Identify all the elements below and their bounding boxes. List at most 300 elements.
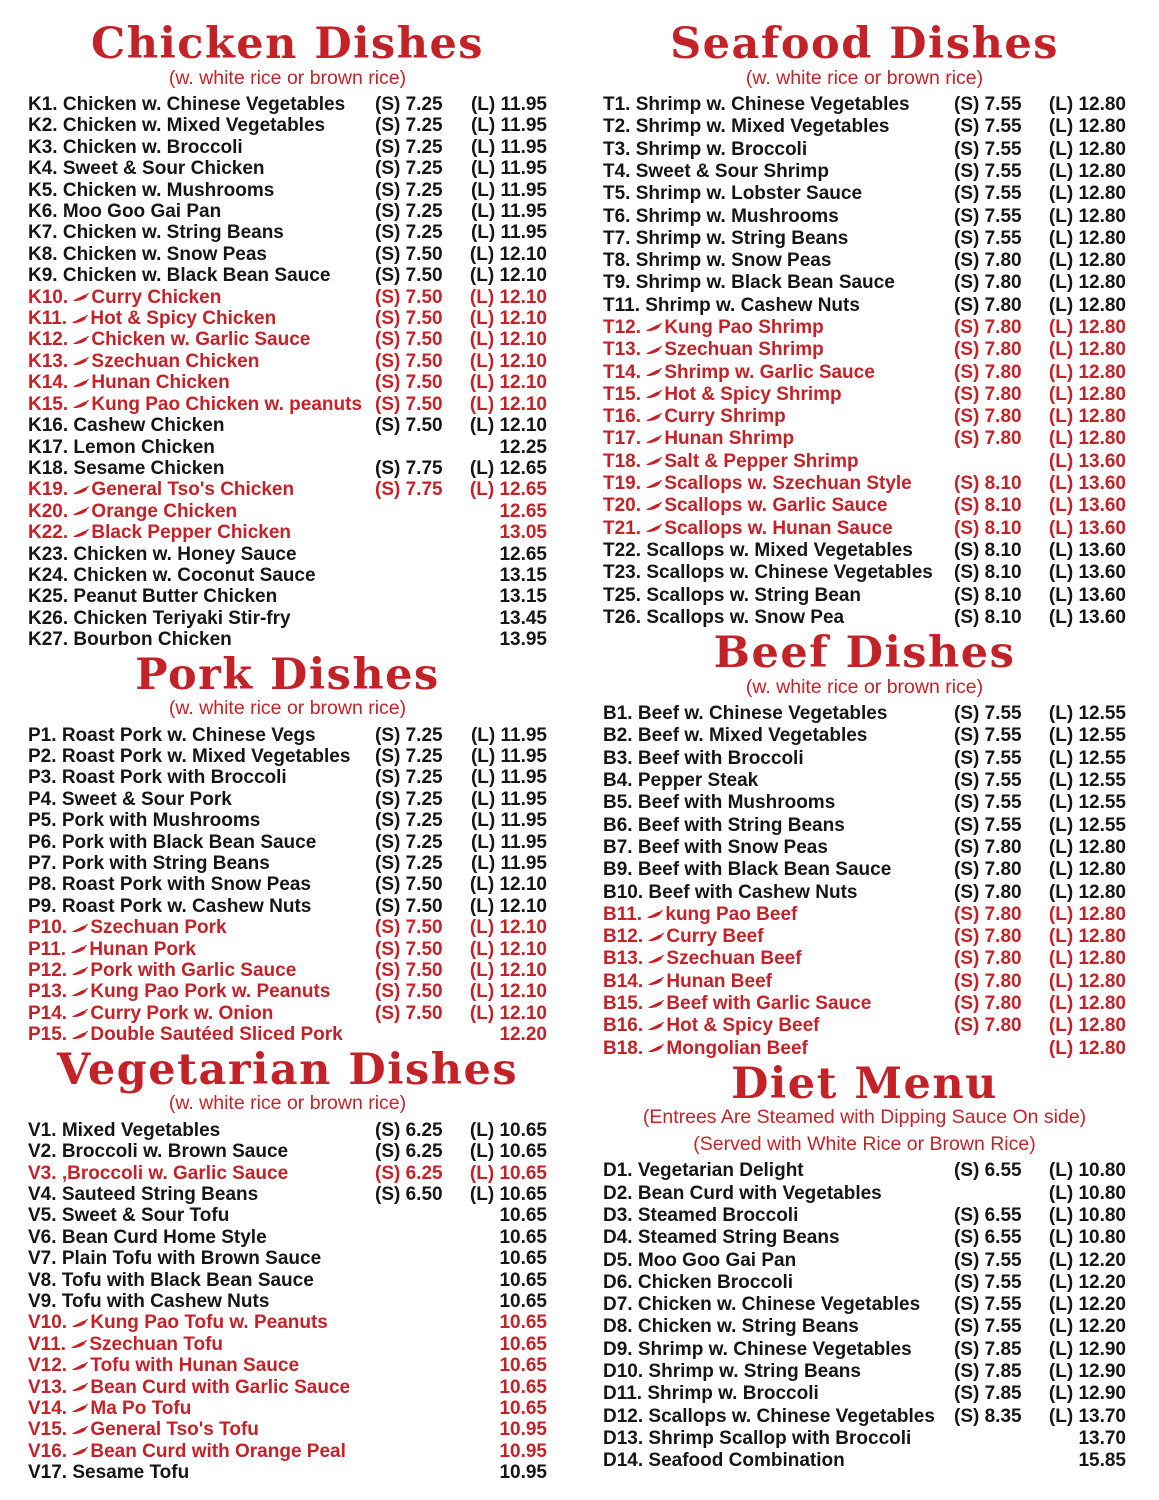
item-price-large: (L) 12.10 bbox=[469, 393, 547, 415]
item-code: P6. bbox=[28, 831, 62, 853]
chili-pepper-icon bbox=[73, 506, 90, 517]
item-code: T1. bbox=[603, 94, 636, 116]
item-price-large: (L) 12.10 bbox=[469, 1002, 547, 1024]
item-code: K16. bbox=[28, 415, 74, 437]
menu-item-t19 bbox=[603, 473, 1126, 495]
item-name: Pork with String Beans bbox=[61, 853, 270, 875]
item-name-cell bbox=[28, 501, 375, 522]
item-price-large: (L) 12.80 bbox=[1048, 903, 1126, 925]
chili-pepper-icon bbox=[71, 944, 88, 955]
menu-item-t16 bbox=[603, 406, 1126, 428]
item-name-cell bbox=[603, 228, 954, 250]
item-price-small: (S) 7.55 bbox=[954, 1316, 1022, 1338]
item-price-small: (S) 6.55 bbox=[954, 1160, 1022, 1182]
item-price-large: 10.65 bbox=[499, 1290, 547, 1312]
chili-pepper-icon bbox=[646, 412, 663, 423]
menu-item-d7 bbox=[603, 1294, 1126, 1316]
item-price-large: (L) 11.95 bbox=[470, 767, 547, 789]
menu-item-p6 bbox=[28, 832, 547, 853]
chili-pepper-icon bbox=[72, 966, 89, 977]
item-code: T19. bbox=[603, 473, 647, 495]
item-name: Black Pepper Chicken bbox=[91, 522, 292, 544]
item-code: B4. bbox=[603, 770, 638, 792]
item-name-cell bbox=[603, 792, 954, 814]
menu-item-v5 bbox=[28, 1205, 547, 1226]
item-code: T25. bbox=[603, 584, 647, 606]
menu-item-k18 bbox=[28, 458, 547, 479]
item-name: Hot & Spicy Chicken bbox=[90, 308, 277, 330]
item-code: B3. bbox=[603, 747, 638, 769]
item-name: Curry Beef bbox=[666, 926, 764, 948]
menu-item-k20 bbox=[28, 501, 547, 522]
item-price-small: (S) 7.50 bbox=[375, 286, 443, 308]
item-price-large: (L) 12.55 bbox=[1048, 725, 1126, 747]
item-code: T13. bbox=[603, 339, 647, 361]
menu-item-k25 bbox=[28, 586, 547, 607]
item-price-large: (L) 12.80 bbox=[1048, 227, 1126, 249]
item-name: Chicken w. Coconut Sauce bbox=[73, 564, 316, 586]
section-subtitle-diet-0: (Entrees Are Steamed with Dipping Sauce On side) bbox=[642, 1106, 1087, 1129]
item-name-cell bbox=[28, 244, 375, 265]
item-price-small: (S) 6.55 bbox=[954, 1227, 1022, 1249]
item-code: V12. bbox=[28, 1355, 73, 1377]
item-code: V17. bbox=[28, 1462, 73, 1484]
chili-pepper-icon bbox=[646, 456, 663, 467]
item-name: Vegetarian Delight bbox=[637, 1160, 804, 1182]
menu-item-v7 bbox=[28, 1248, 547, 1269]
item-code: V15. bbox=[28, 1419, 73, 1441]
menu-item-d13 bbox=[603, 1428, 1126, 1450]
menu-item-t17 bbox=[603, 428, 1126, 450]
menu-item-d5 bbox=[603, 1250, 1126, 1272]
item-code: V11. bbox=[28, 1333, 72, 1355]
menu-item-b4 bbox=[603, 770, 1126, 792]
item-code: V9. bbox=[28, 1290, 62, 1312]
item-price-small: (S) 7.50 bbox=[375, 350, 443, 372]
item-price-large: (L) 12.10 bbox=[469, 372, 547, 394]
item-name-cell bbox=[603, 1250, 954, 1272]
item-price-large: (L) 11.95 bbox=[470, 158, 547, 180]
item-price-large: 12.65 bbox=[499, 500, 547, 522]
item-name: Roast Pork w. Chinese Vegs bbox=[61, 724, 316, 746]
chili-pepper-icon bbox=[73, 356, 90, 367]
item-price-small: (S) 8.10 bbox=[954, 562, 1022, 584]
item-name-cell bbox=[603, 1015, 954, 1037]
item-name: Mongolian Beef bbox=[666, 1037, 808, 1059]
menu-item-k17 bbox=[28, 437, 547, 458]
item-name-cell bbox=[28, 544, 375, 565]
menu-item-p5 bbox=[28, 810, 547, 831]
item-code: K3. bbox=[28, 136, 63, 158]
item-code: T22. bbox=[603, 539, 647, 561]
chili-pepper-icon bbox=[648, 976, 665, 987]
item-code: B13. bbox=[603, 948, 649, 970]
item-price-large: (L) 11.95 bbox=[470, 746, 547, 767]
item-name: Ma Po Tofu bbox=[90, 1397, 192, 1419]
item-name: Shrimp Scallop with Broccoli bbox=[648, 1427, 912, 1449]
item-name: Pork with Mushrooms bbox=[61, 810, 261, 832]
item-name: Roast Pork w. Mixed Vegetables bbox=[61, 746, 351, 767]
item-name-cell bbox=[28, 372, 375, 393]
chili-pepper-icon bbox=[646, 367, 663, 378]
item-price-large: (L) 12.10 bbox=[469, 350, 547, 372]
item-price-large: 13.45 bbox=[499, 607, 547, 629]
item-price-large: (L) 12.55 bbox=[1048, 792, 1126, 814]
menu-item-k2 bbox=[28, 115, 547, 136]
item-price-large: (L) 12.90 bbox=[1048, 1338, 1126, 1360]
item-price-small: (S) 7.25 bbox=[375, 201, 443, 223]
menu-item-p10 bbox=[28, 917, 547, 938]
item-price-small: (S) 7.85 bbox=[954, 1361, 1022, 1383]
item-price-small: (S) 7.55 bbox=[954, 160, 1022, 182]
item-name: Orange Chicken bbox=[91, 500, 238, 522]
item-name: Szechuan Shrimp bbox=[664, 339, 824, 361]
item-name-cell bbox=[603, 473, 954, 495]
item-price-small: (S) 7.75 bbox=[375, 457, 443, 479]
section-items-beef bbox=[603, 703, 1126, 1060]
chili-pepper-icon bbox=[73, 528, 90, 539]
item-name: Double Sautéed Sliced Pork bbox=[90, 1024, 343, 1046]
chili-pepper-icon bbox=[648, 1021, 665, 1032]
item-code: D14. bbox=[603, 1450, 649, 1472]
menu-item-k12 bbox=[28, 329, 547, 350]
item-name: Bourbon Chicken bbox=[73, 629, 232, 651]
menu-item-p4 bbox=[28, 789, 547, 810]
menu-item-t22 bbox=[603, 540, 1126, 562]
item-name-cell bbox=[603, 495, 954, 517]
item-code: T16. bbox=[603, 406, 647, 428]
item-name: Szechuan Beef bbox=[666, 948, 802, 970]
item-name: General Tso's Tofu bbox=[90, 1419, 259, 1441]
chili-pepper-icon bbox=[73, 485, 90, 496]
item-name: Hunan Beef bbox=[666, 970, 772, 992]
item-name-cell bbox=[28, 94, 375, 115]
item-price-large: (L) 12.20 bbox=[1048, 1249, 1126, 1271]
item-name-cell bbox=[28, 853, 375, 874]
item-price-small: (S) 6.25 bbox=[375, 1162, 443, 1184]
item-code: D13. bbox=[603, 1427, 649, 1449]
menu-item-p8 bbox=[28, 874, 547, 895]
item-name-cell bbox=[603, 1038, 954, 1060]
item-code: D2. bbox=[603, 1182, 638, 1204]
section-items-seafood bbox=[603, 94, 1126, 629]
item-code: D3. bbox=[603, 1204, 638, 1226]
item-name: Kung Pao Shrimp bbox=[664, 316, 824, 338]
item-price-large: (L) 11.95 bbox=[470, 222, 547, 244]
item-code: K10. bbox=[28, 286, 74, 308]
item-name: Hot & Spicy Shrimp bbox=[664, 383, 842, 405]
item-name-cell bbox=[28, 1003, 375, 1024]
menu-item-b7 bbox=[603, 837, 1126, 859]
item-price-large: (L) 12.10 bbox=[469, 308, 547, 330]
item-code: K2. bbox=[28, 115, 63, 137]
item-price-large: (L) 12.55 bbox=[1048, 747, 1126, 769]
chili-pepper-icon bbox=[72, 923, 89, 934]
item-name-cell bbox=[28, 479, 375, 500]
menu-item-b15 bbox=[603, 993, 1126, 1015]
item-code: V16. bbox=[28, 1440, 73, 1462]
item-price-large: (L) 12.80 bbox=[1048, 250, 1126, 272]
item-name: Szechuan Chicken bbox=[91, 350, 260, 372]
item-code: D9. bbox=[603, 1338, 638, 1360]
item-name: Beef w. Mixed Vegetables bbox=[637, 725, 868, 747]
section-subtitle-pork-0: (w. white rice or brown rice) bbox=[168, 697, 407, 720]
item-code: V3. bbox=[28, 1162, 62, 1184]
item-price-large: 10.65 bbox=[499, 1355, 547, 1377]
item-price-large: (L) 12.80 bbox=[1048, 970, 1126, 992]
item-name: Shrimp w. Broccoli bbox=[647, 1383, 819, 1405]
section-title-pork: Pork Dishes bbox=[135, 649, 440, 700]
item-price-large: (L) 11.95 bbox=[470, 136, 547, 158]
item-code: D8. bbox=[603, 1316, 638, 1338]
item-name-cell bbox=[603, 116, 954, 138]
item-code: K9. bbox=[28, 265, 63, 287]
item-name-cell bbox=[28, 265, 375, 286]
item-name-cell bbox=[28, 725, 375, 746]
item-price-small: (S) 8.10 bbox=[954, 517, 1022, 539]
item-price-large: (L) 12.20 bbox=[1048, 1316, 1126, 1338]
item-price-small: (S) 7.80 bbox=[954, 881, 1022, 903]
item-name-cell bbox=[603, 1272, 954, 1294]
item-code: V7. bbox=[28, 1248, 62, 1270]
item-name-cell bbox=[28, 1441, 375, 1462]
item-price-large: (L) 11.95 bbox=[470, 810, 547, 832]
item-name-cell bbox=[28, 629, 375, 650]
item-name: Scallops w. Garlic Sauce bbox=[664, 495, 888, 517]
menu-item-k24 bbox=[28, 565, 547, 586]
item-name: Chicken Broccoli bbox=[637, 1271, 794, 1293]
item-price-small: (S) 7.80 bbox=[954, 903, 1022, 925]
item-code: T14. bbox=[603, 361, 647, 383]
chili-pepper-icon bbox=[73, 292, 90, 303]
item-price-small: (S) 7.80 bbox=[954, 383, 1022, 405]
item-price-large: (L) 11.95 bbox=[470, 724, 547, 746]
item-price-small: (S) 7.55 bbox=[954, 205, 1022, 227]
menu-item-t21 bbox=[603, 518, 1126, 540]
item-name-cell bbox=[603, 562, 954, 584]
item-code: V6. bbox=[28, 1226, 62, 1248]
item-price-large: (L) 12.80 bbox=[1048, 339, 1126, 361]
item-price-large: (L) 12.10 bbox=[469, 938, 547, 960]
item-price-large: (L) 11.95 bbox=[470, 179, 547, 201]
menu-item-p2 bbox=[28, 746, 547, 767]
item-name: Peanut Butter Chicken bbox=[73, 586, 278, 608]
item-code: B10. bbox=[603, 881, 649, 903]
item-name: Shrimp w. Chinese Vegetables bbox=[637, 1338, 912, 1360]
item-name-cell bbox=[603, 815, 954, 837]
item-price-large: 10.95 bbox=[499, 1462, 547, 1484]
item-name: Lemon Chicken bbox=[73, 436, 215, 458]
item-price-large: (L) 12.80 bbox=[1048, 948, 1126, 970]
item-name: Bean Curd with Orange Peal bbox=[90, 1440, 346, 1462]
item-price-large: 13.15 bbox=[499, 586, 547, 608]
menu-item-v1 bbox=[28, 1120, 547, 1141]
item-price-large: (L) 12.10 bbox=[469, 286, 547, 308]
item-price-small: (S) 7.50 bbox=[375, 243, 443, 265]
item-name-cell bbox=[28, 137, 375, 158]
item-name: Chicken w. Garlic Sauce bbox=[91, 329, 311, 351]
item-code: V4. bbox=[28, 1183, 62, 1205]
menu-item-d2 bbox=[603, 1183, 1126, 1205]
item-price-large: (L) 11.95 bbox=[470, 94, 547, 116]
item-price-large: (L) 13.60 bbox=[1048, 473, 1126, 495]
item-price-large: (L) 11.95 bbox=[470, 831, 547, 853]
item-code: K22. bbox=[28, 522, 74, 544]
item-name: Chicken Teriyaki Stir-fry bbox=[73, 607, 291, 629]
item-price-small: (S) 6.50 bbox=[375, 1183, 443, 1205]
item-name-cell bbox=[603, 1450, 954, 1472]
chili-pepper-icon bbox=[72, 1446, 89, 1457]
item-name: Chicken w. String Beans bbox=[637, 1316, 859, 1338]
item-name-cell bbox=[603, 1160, 954, 1182]
item-price-large: (L) 12.20 bbox=[1048, 1294, 1126, 1316]
item-code: K5. bbox=[28, 179, 63, 201]
item-code: B16. bbox=[603, 1015, 649, 1037]
item-price-large: (L) 11.95 bbox=[470, 853, 547, 875]
item-price-large: (L) 12.80 bbox=[1048, 94, 1126, 116]
item-price-large: (L) 12.80 bbox=[1048, 205, 1126, 227]
item-code: V1. bbox=[28, 1119, 62, 1141]
item-name-cell bbox=[28, 608, 375, 629]
item-name: Bean Curd with Vegetables bbox=[637, 1182, 882, 1204]
item-name: Pork with Black Bean Sauce bbox=[61, 831, 317, 853]
item-code: T5. bbox=[603, 183, 636, 205]
item-price-large: (L) 12.55 bbox=[1048, 703, 1126, 725]
item-price-small: (S) 7.80 bbox=[954, 993, 1022, 1015]
item-code: V10. bbox=[28, 1312, 73, 1334]
item-code: K13. bbox=[28, 350, 74, 372]
item-price-large: (L) 12.55 bbox=[1048, 814, 1126, 836]
item-price-large: 10.65 bbox=[499, 1226, 547, 1248]
item-price-small: (S) 7.50 bbox=[375, 393, 443, 415]
item-code: K8. bbox=[28, 243, 63, 265]
item-name: Kung Pao Chicken w. peanuts bbox=[91, 393, 363, 415]
item-name-cell bbox=[28, 565, 375, 586]
item-code: T2. bbox=[603, 116, 636, 138]
item-price-large: (L) 12.65 bbox=[469, 457, 547, 479]
section-subtitle-beef-0: (w. white rice or brown rice) bbox=[745, 675, 984, 698]
item-price-large: (L) 12.10 bbox=[469, 874, 547, 896]
item-price-large: (L) 12.80 bbox=[1048, 116, 1126, 138]
menu-item-d4 bbox=[603, 1227, 1126, 1249]
item-price-small: (S) 7.80 bbox=[954, 1015, 1022, 1037]
item-name: Seafood Combination bbox=[648, 1450, 845, 1472]
item-name-cell bbox=[28, 832, 375, 853]
item-price-small: (S) 7.25 bbox=[375, 788, 443, 810]
item-price-large: (L) 11.95 bbox=[470, 201, 547, 223]
item-code: P15. bbox=[28, 1024, 73, 1046]
item-price-large: (L) 12.80 bbox=[1048, 836, 1126, 858]
item-name-cell bbox=[603, 770, 954, 792]
item-name-cell bbox=[603, 540, 954, 562]
item-price-small: (S) 7.55 bbox=[954, 138, 1022, 160]
item-name: Sauteed String Beans bbox=[61, 1183, 259, 1205]
item-price-small: (S) 7.80 bbox=[954, 948, 1022, 970]
item-price-small: (S) 7.55 bbox=[954, 725, 1022, 747]
item-name-cell bbox=[28, 789, 375, 810]
item-name: Moo Goo Gai Pan bbox=[637, 1249, 797, 1271]
chili-pepper-icon bbox=[72, 1008, 89, 1019]
item-code: B14. bbox=[603, 970, 649, 992]
item-price-small: (S) 8.10 bbox=[954, 495, 1022, 517]
menu-item-v6 bbox=[28, 1227, 547, 1248]
item-price-large: (L) 12.10 bbox=[469, 960, 547, 982]
menu-item-t26 bbox=[603, 607, 1126, 629]
item-name: Szechuan Pork bbox=[90, 917, 227, 939]
item-price-small: (S) 7.25 bbox=[375, 158, 443, 180]
item-price-small: (S) 7.25 bbox=[375, 222, 443, 244]
item-name: Shrimp w. Mushrooms bbox=[635, 205, 839, 227]
section-items-chicken bbox=[28, 94, 547, 651]
item-name-cell bbox=[28, 1141, 375, 1162]
item-name-cell bbox=[28, 1270, 375, 1291]
item-name: Shrimp w. String Beans bbox=[635, 227, 849, 249]
item-name-cell bbox=[28, 1334, 375, 1355]
item-price-small: (S) 8.35 bbox=[954, 1405, 1022, 1427]
item-price-small: (S) 7.80 bbox=[954, 970, 1022, 992]
item-name-cell bbox=[603, 837, 954, 859]
item-price-small: (S) 7.55 bbox=[954, 747, 1022, 769]
item-code: P7. bbox=[28, 853, 62, 875]
item-code: T12. bbox=[603, 316, 647, 338]
item-code: D6. bbox=[603, 1271, 638, 1293]
item-name: Scallops w. Chinese Vegetables bbox=[648, 1405, 935, 1427]
item-price-small: (S) 7.50 bbox=[375, 415, 443, 437]
item-name-cell bbox=[28, 329, 375, 350]
item-price-small: (S) 7.85 bbox=[954, 1338, 1022, 1360]
menu-item-t25 bbox=[603, 585, 1126, 607]
item-name: Sesame Chicken bbox=[73, 457, 225, 479]
item-price-small: (S) 7.25 bbox=[375, 746, 443, 767]
item-code: K24. bbox=[28, 564, 74, 586]
item-price-small: (S) 7.55 bbox=[954, 116, 1022, 138]
item-name: Scallops w. Snow Pea bbox=[646, 606, 845, 628]
menu-item-k26 bbox=[28, 608, 547, 629]
chili-pepper-icon bbox=[72, 314, 89, 325]
item-name: Chicken w. Mushrooms bbox=[62, 179, 275, 201]
menu-item-v13 bbox=[28, 1377, 547, 1398]
item-code: B1. bbox=[603, 703, 638, 725]
item-price-small: (S) 7.25 bbox=[375, 115, 443, 137]
chili-pepper-icon bbox=[71, 1339, 88, 1350]
item-code: D11. bbox=[603, 1383, 648, 1405]
item-name-cell bbox=[603, 139, 954, 161]
menu-item-t15 bbox=[603, 384, 1126, 406]
item-name: Hot & Spicy Beef bbox=[666, 1015, 820, 1037]
item-name: Scallops w. Mixed Vegetables bbox=[646, 539, 913, 561]
item-name-cell bbox=[603, 295, 954, 317]
section-items-vegetarian bbox=[28, 1120, 547, 1484]
item-price-large: (L) 12.80 bbox=[1048, 383, 1126, 405]
item-price-large: (L) 10.65 bbox=[469, 1162, 547, 1184]
menu-item-k1 bbox=[28, 94, 547, 115]
item-name-cell bbox=[28, 1205, 375, 1226]
item-name: Hunan Pork bbox=[89, 938, 196, 960]
item-name: Plain Tofu with Brown Sauce bbox=[61, 1248, 322, 1270]
item-name: Scallops w. Hunan Sauce bbox=[664, 517, 893, 539]
menu-item-p7 bbox=[28, 853, 547, 874]
item-name: Szechuan Tofu bbox=[89, 1333, 224, 1355]
chili-pepper-icon bbox=[648, 932, 665, 943]
menu-item-k14 bbox=[28, 372, 547, 393]
item-code: P4. bbox=[28, 788, 62, 810]
item-name-cell bbox=[603, 272, 954, 294]
item-price-large: 10.65 bbox=[499, 1376, 547, 1398]
item-name: Tofu with Cashew Nuts bbox=[61, 1290, 270, 1312]
item-name: Scallops w. Szechuan Style bbox=[664, 473, 912, 495]
item-price-large: 10.65 bbox=[499, 1397, 547, 1419]
item-price-large: (L) 12.20 bbox=[1048, 1271, 1126, 1293]
